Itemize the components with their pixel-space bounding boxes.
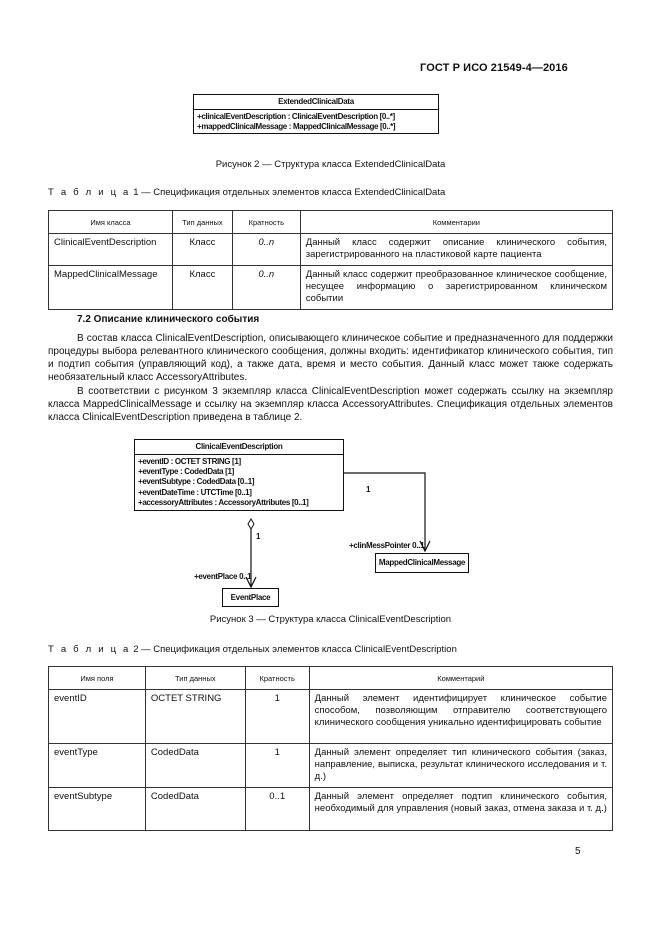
table-cell: 0..n: [232, 234, 300, 266]
table-label: Т а б л и ц а: [48, 644, 131, 655]
table-title: — Спецификация отдельных элементов класса ClinicalEventDescription: [138, 644, 457, 655]
table-cell: eventType: [49, 744, 146, 788]
table-cell: 0..1: [245, 788, 309, 831]
uml-class-event-place: [222, 588, 279, 607]
table-label: Т а б л и ц а: [48, 187, 131, 198]
column-header: Тип данных: [172, 211, 232, 234]
table-cell: Данный класс содержит описание клинического события, зарегистрированного на пластиковой карте пациента: [300, 234, 612, 266]
figure-2-caption: Рисунок 2 — Структура класса ExtendedClinicalData: [215, 159, 446, 170]
table-cell: 1: [245, 744, 309, 788]
uml-attribute-list: [135, 455, 343, 510]
table-cell: eventID: [49, 690, 146, 744]
column-header: Имя поля: [49, 667, 146, 690]
column-header: Комментарии: [300, 211, 612, 234]
uml-class-name: ExtendedClinicalData: [194, 95, 438, 110]
uml-attribute: +eventID : OCTET STRING [1]: [138, 457, 241, 466]
uml-class-name: ClinicalEventDescription: [135, 440, 343, 455]
column-header: Кратность: [245, 667, 309, 690]
role-name: +clinMessPointer: [349, 541, 411, 550]
table-cell: Данный элемент определяет подтип клинического события, необходимый для управления (новый заказ, отмена заказа и т. д.): [309, 788, 612, 831]
uml-attribute: +eventDateTime : UTCTime [0..1]: [138, 487, 252, 497]
role-label-mapped: [349, 541, 424, 550]
paragraph: В соответствии с рисунком 3 экземпляр класса ClinicalEventDescription может содержать ссылку на экземпляр класса MappedClinicalMessage и ссылку на экземпляр класса AccessoryAttributes. Спецификация отдельных элементов класса ClinicalEventDescription приведена в таблице 2.: [48, 386, 613, 423]
table-row: [49, 690, 613, 744]
role-name: +eventPlace: [194, 572, 238, 581]
table-row: [49, 744, 613, 788]
uml-attribute: +clinicalEventDescription : ClinicalEventDescription [0..*]: [197, 112, 395, 121]
table-number: 1: [133, 187, 139, 198]
table-number: 2: [133, 644, 139, 655]
role-multiplicity: 0..1: [412, 541, 425, 550]
table-cell: Данный класс содержит преобразованное клиническое сообщение, несущее информацию о зарегистрированном клиническом событии: [300, 266, 612, 310]
association-line-mapped: [343, 473, 425, 551]
table-cell: Данный элемент идентифицирует клиническое событие способом, позволяющим отправителю соответствующего клинического сообщения уникально идентифицировать событие: [309, 690, 612, 744]
table-cell: Класс: [172, 266, 232, 310]
multiplicity-label: 1: [366, 485, 371, 494]
section-title: 7.2 Описание клинического события: [77, 314, 260, 325]
aggregation-diamond: [248, 519, 254, 529]
page-number: 5: [575, 846, 581, 857]
role-label-place: [194, 572, 251, 581]
table-cell: Данный элемент определяет тип клинического события (заказ, направление, выписка, результат клинического исследования и т. д.): [309, 744, 612, 788]
column-header: Имя класса: [49, 211, 173, 234]
table-cell: eventSubtype: [49, 788, 146, 831]
uml-class-name: MappedClinicalMessage: [378, 558, 466, 567]
table-cell: CodedData: [145, 744, 245, 788]
table-2: [48, 666, 613, 831]
uml-attribute: +accessoryAttributes : AccessoryAttributes [0..1]: [138, 497, 309, 507]
table-2-caption: [48, 644, 457, 655]
table-title: — Спецификация отдельных элементов класса ExtendedClinicalData: [138, 187, 446, 198]
table-cell: MappedClinicalMessage: [49, 266, 173, 310]
table-cell: Класс: [172, 234, 232, 266]
table-cell: OCTET STRING: [145, 690, 245, 744]
uml-class-mapped-clinical-message: [375, 553, 469, 573]
table-cell: 0..n: [232, 266, 300, 310]
figure-3-caption: Рисунок 3 — Структура класса ClinicalEventDescription: [209, 614, 452, 625]
uml-class-name: EventPlace: [230, 593, 271, 602]
uml-class-clinical-event-description: [134, 439, 344, 511]
role-multiplicity: 0..1: [239, 572, 252, 581]
standard-header: ГОСТ Р ИСО 21549-4—2016: [420, 62, 568, 74]
paragraph: В состав класса ClinicalEventDescription, описывающего клиническое событие и предназначенного для поддержки процедуры выбора релевантного клинического сообщения, должны входить: идентификатор клинического события, тип и подтип события (управляющий код), а также дата, время и место события. Данный класс может также содержать необязательный класс AccessoryAttributes.: [48, 333, 613, 383]
column-header: Тип данных: [145, 667, 245, 690]
uml-attribute: +mappedClinicalMessage : MappedClinicalMessage [0..*]: [197, 121, 396, 131]
uml-attribute: +eventSubtype : CodedData [0..1]: [138, 477, 255, 487]
table-header-row: [49, 667, 613, 690]
column-header: Комментарий: [309, 667, 612, 690]
table-cell: ClinicalEventDescription: [49, 234, 173, 266]
multiplicity-label: 1: [256, 532, 261, 541]
table-cell: 1: [245, 690, 309, 744]
column-header: Кратность: [232, 211, 300, 234]
table-cell: CodedData: [145, 788, 245, 831]
table-row: [49, 788, 613, 831]
uml-attribute: +eventType : CodedData [1]: [138, 467, 234, 477]
